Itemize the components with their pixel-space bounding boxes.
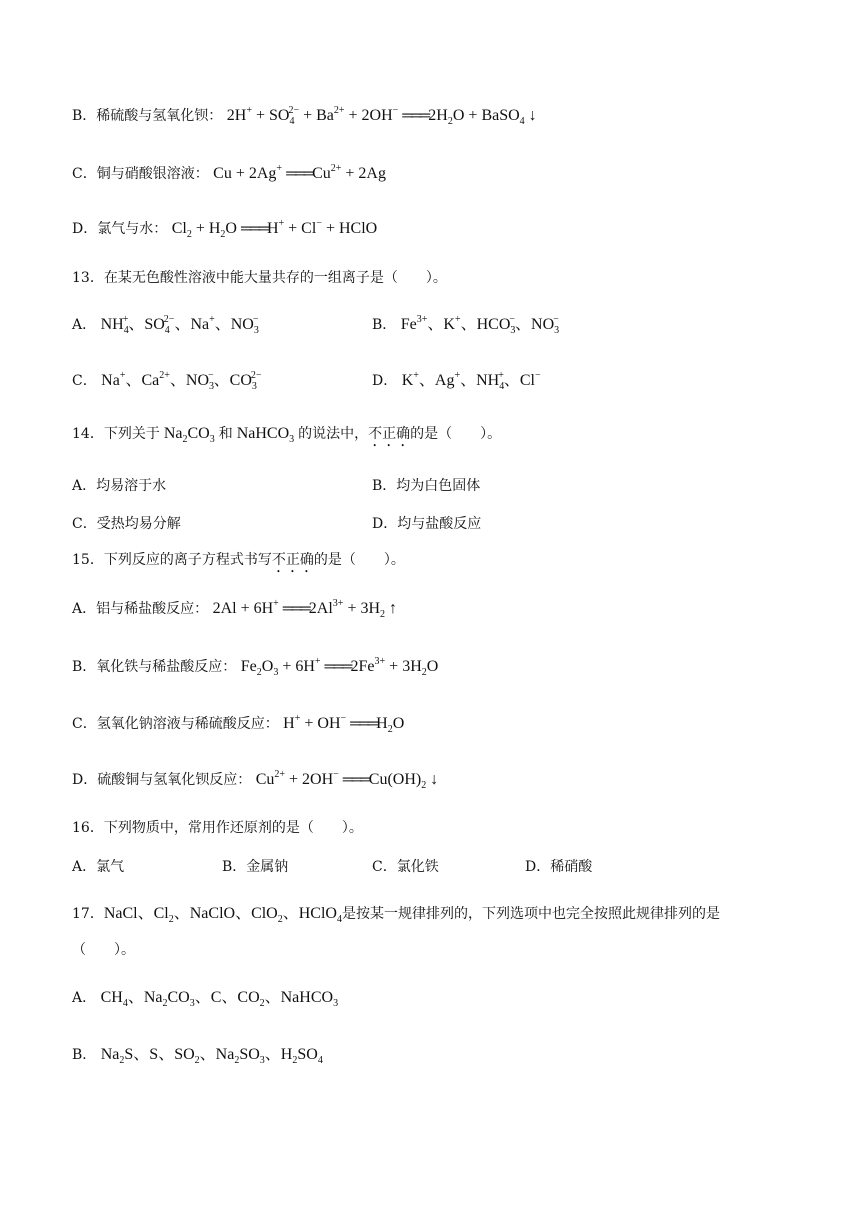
question-13-row2 [72,371,792,391]
option-a: A． $NH_4^+$、$SO_4^{2-}$、Na+、$NO_3^-$ [72,314,259,336]
question-17-stem-cont: （ ）。 [72,942,135,958]
question-15-option-d: D．硫酸铜与氢氧化钡反应： $Cu^{2+} + 2OH^-$ ═══ $Cu(OH)_2$ ↓ [72,769,439,791]
option-d-prev [72,219,377,239]
option-label: B．稀硫酸与氢氧化钡： [72,108,223,124]
option-d: D．稀硝酸 [525,859,593,875]
question-17-option-b: B． $Na_2S$、S、$SO_2$、$Na_2SO_3$、$H_2SO_4$ [72,1046,323,1066]
question-16-stem: 16．下列物质中，常用作还原剂的是（ ）。 [72,820,363,836]
option-c: C． Na+、$Ca^{2+}$、$NO_3^-$、$CO_3^{2-}$ [72,370,262,392]
question-13-row1 [72,315,792,335]
option-d: D．均与盐酸反应 [372,516,482,532]
option-d: D． K+、Ag+、$NH_4^+$、Cl− [372,370,541,392]
option-c-prev [72,164,386,184]
question-15-option-c: C．氢氧化钠溶液与稀硫酸反应： H+ + OH− ═══ $H_2O$ [72,713,405,735]
question-17-stem: 17．NaCl、$Cl_2$、NaClO、ClO$_2$、HClO$_4$是按某一规律排列的，下列选项中也完全按照此规律排列的是 [72,905,720,925]
question-15-option-a: A．铝与稀盐酸反应： 2Al + 6H+ ═══ $2Al^{3+} + 3H_2$ ↑ [72,598,398,620]
question-14-stem: 14．下列关于 $Na_2CO_3$ 和 NaHCO$_3$ 的说法中，不正确的是（ ）。 [72,425,502,445]
option-label: C．铜与硝酸银溶液： [72,166,209,182]
option-b: B．均为白色固体 [372,478,481,494]
equation: $Cl_2 + H_2O$ ═══ H+ + Cl− + HClO [171,218,378,240]
option-b-prev [72,106,537,126]
option-b: B． $Fe^{3+}$、K+、$HCO_3^-$、$NO_3^-$ [372,314,560,336]
option-c: C．氯化铁 [372,859,439,875]
question-15-stem: 15．下列反应的离子方程式书写不正确的是（ ）。 [72,552,405,568]
question-14-row1 [72,476,792,496]
question-15-option-b: B．氧化铁与稀盐酸反应： $Fe_2O_3 + 6H^+$ ═══ $2Fe^{3+} + 3H_2O$ [72,656,439,678]
question-13-stem: 13．在某无色酸性溶液中能大量共存的一组离子是（ ）。 [72,270,447,286]
equation: $2H^+ + SO_4^{2-} + Ba^{2+} + 2OH^-$ ═══ $2H_2O$ + BaSO$_4$ ↓ [226,105,537,127]
equation: Cu + 2Ag+ ═══ $Cu^{2+} + 2Ag$ [213,163,386,182]
option-label: D．氯气与水： [72,221,168,237]
option-c: C．受热均易分解 [72,516,181,532]
option-b: B．金属钠 [222,859,289,875]
question-17-option-a: A． $CH_4$、$Na_2CO_3$、C、$CO_2$、NaHCO$_3$ [72,989,339,1009]
question-14-row2 [72,514,792,534]
option-a: A．氯气 [72,859,125,875]
option-a: A．均易溶于水 [72,478,167,494]
